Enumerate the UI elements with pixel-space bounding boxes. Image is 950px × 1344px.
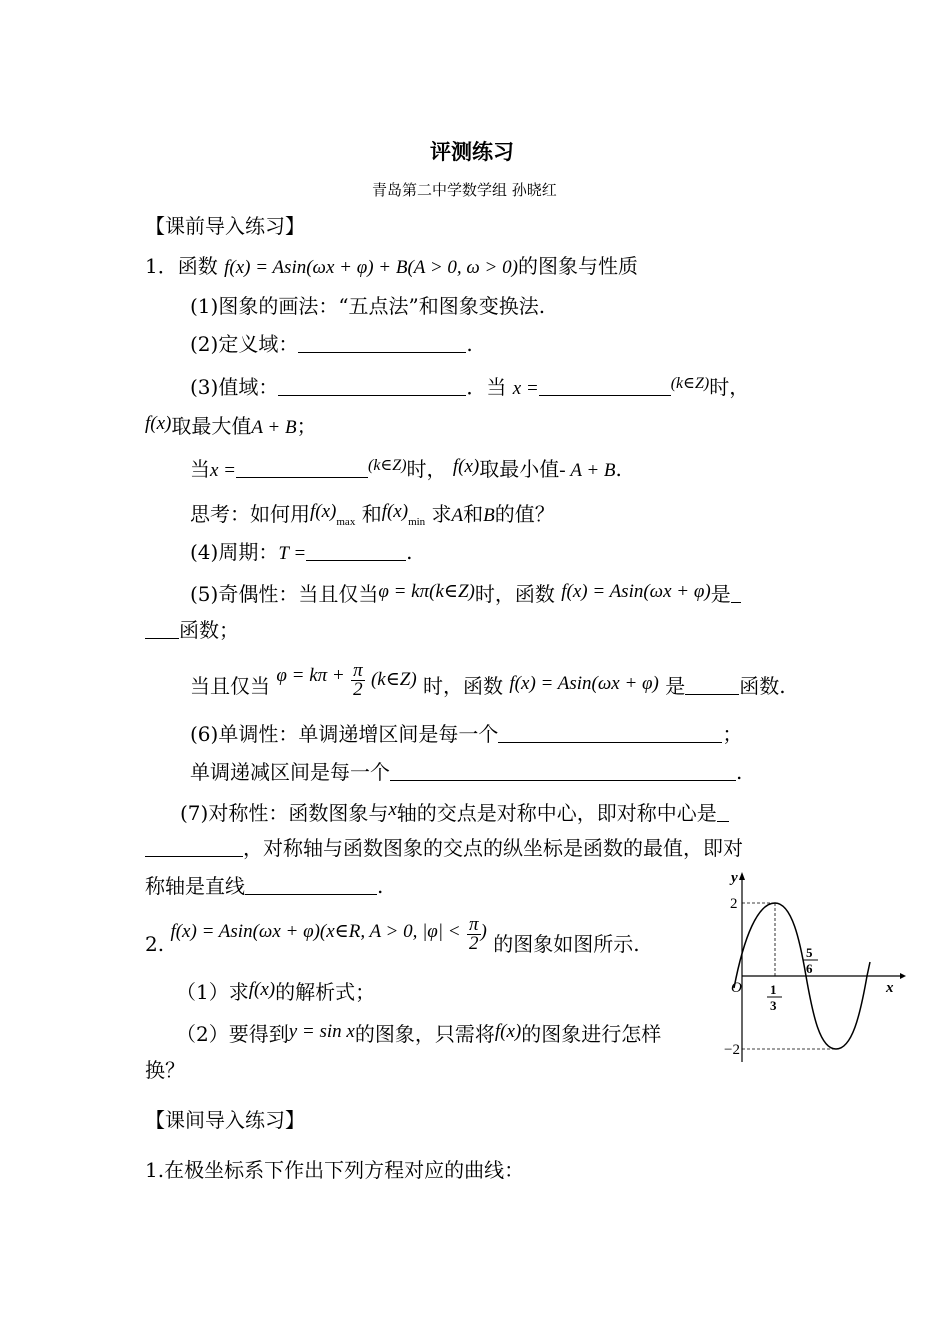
q1-item-3-max: f(x)取最大值A + B； xyxy=(145,413,317,438)
range-blank[interactable] xyxy=(278,375,466,396)
q2-heading: 2. f(x) = Asin(ωx + φ)(x∈R, A > 0, |φ| < $\frac{\pi}{2}$ ) 的图象如图所示. xyxy=(145,914,640,956)
tick-five-sixths-num: 5 xyxy=(806,945,813,960)
q1-item-4: (4)周期：T = . xyxy=(190,540,413,564)
increasing-blank[interactable] xyxy=(498,722,722,743)
q1-item-1: (1)图象的画法：“五点法”和图象变换法. xyxy=(190,294,546,318)
q1-item-5-second: 当且仅当 φ = kπ + $\frac{\pi}{2}$ (k∈Z) 时，函数 f(x) = Asin(ωx + φ) 是 函数. xyxy=(190,660,786,700)
q1-item-7: (7)对称性：函数图象与x轴的交点是对称中心，即对称中心是 xyxy=(180,796,729,827)
min-x-blank[interactable] xyxy=(236,457,368,478)
center-blank-a[interactable] xyxy=(717,801,729,822)
x-label: x xyxy=(886,980,894,996)
y-min-label: −2 xyxy=(724,1042,740,1058)
tick-one-third-num: 1 xyxy=(770,982,777,997)
tick-one-third-den: 3 xyxy=(770,998,777,1013)
period-blank[interactable] xyxy=(306,540,406,561)
domain-blank[interactable] xyxy=(298,332,466,353)
section-heading-pre-class: 【课前导入练习】 xyxy=(145,214,305,238)
q2-sub-2-cont: 换？ xyxy=(145,1058,185,1082)
q1-item-2: (2)定义域： . xyxy=(190,332,473,356)
q1-formula: f(x) = Asin(ωx + φ) + B(A > 0, ω > 0) xyxy=(224,257,518,278)
section-heading-in-class: 【课间导入练习】 xyxy=(145,1108,305,1132)
q1-think: 思考：如何用$f(x)_{max}$ 和$f(x)_{min}$ 求A和B的值？ xyxy=(190,501,555,528)
q1-item-5-cont: 函数； xyxy=(145,616,239,644)
q1-item-3-min: 当x = $^{(k\in Z)}$时， f(x)取最小值- A + B. xyxy=(190,456,622,481)
q1-item-3: (3)值域： ．当 x = $^{(k\in Z)}$时， xyxy=(190,375,750,399)
q1-heading: 1．函数 f(x) = Asin(ωx + φ) + B(A > 0, ω > 0)的图象与性质 xyxy=(145,254,638,278)
y-label: y xyxy=(731,870,738,886)
y-axis-arrow xyxy=(739,872,745,880)
q1-item-7-cont: ，对称轴与函数图象的交点的纵坐标是函数的最值，即对 xyxy=(145,834,743,862)
q2-sub-2: （2）要得到y = sin x的图象，只需将f(x)的图象进行怎样 xyxy=(176,1021,662,1046)
tick-five-sixths-den: 6 xyxy=(806,961,813,976)
axis-blank[interactable] xyxy=(245,874,377,895)
odd-even-blank-c[interactable] xyxy=(685,674,739,695)
sine-graph xyxy=(720,866,910,1066)
odd-even-blank-a[interactable] xyxy=(731,582,741,603)
q1-item-7-end: 称轴是直线 . xyxy=(145,874,384,898)
decreasing-blank[interactable] xyxy=(390,760,736,781)
odd-even-blank-b[interactable] xyxy=(145,618,179,639)
q1-item-6: (6)单调性：单调递增区间是每一个 ； xyxy=(190,722,743,746)
x-axis-arrow xyxy=(900,973,906,979)
q2-sub-1: （1）求f(x)的解析式； xyxy=(176,979,376,1004)
max-x-blank[interactable] xyxy=(539,375,671,396)
q1-item-5: (5)奇偶性：当且仅当φ = kπ(k∈Z)时，函数 f(x) = Asin(ωx + φ)是 xyxy=(190,578,741,608)
q-polar: 1.在极坐标系下作出下列方程对应的曲线： xyxy=(145,1158,525,1182)
center-blank-b[interactable] xyxy=(145,836,243,857)
q1-item-6-cont: 单调递减区间是每一个 . xyxy=(190,760,743,784)
author-line: 青岛第二中学数学组 孙晓红 xyxy=(372,181,557,199)
page-title: 评测练习 xyxy=(430,140,514,164)
origin-label: O xyxy=(731,980,742,996)
y-max-label: 2 xyxy=(730,896,738,912)
